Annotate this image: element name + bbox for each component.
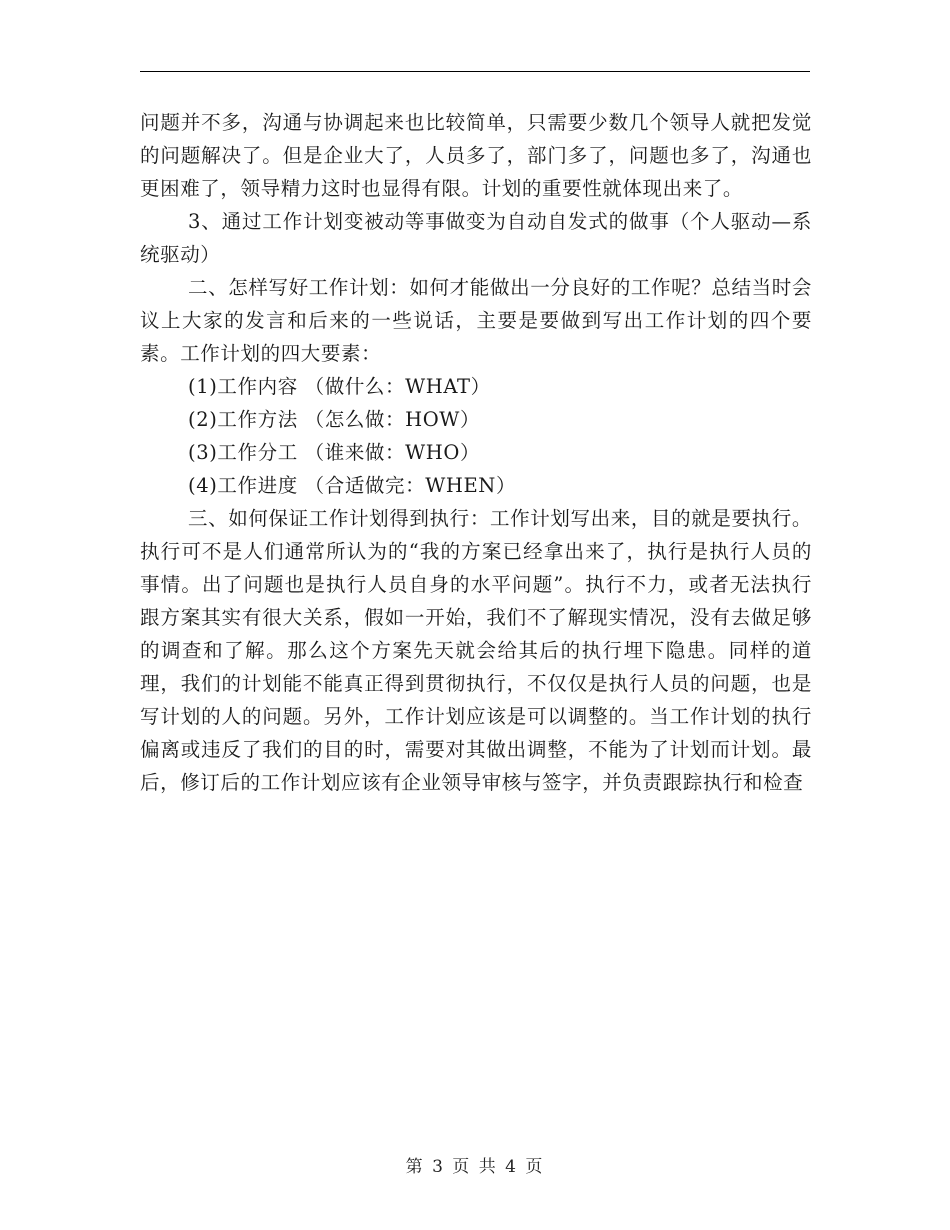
- list-item-method: (2)工作方法 （怎么做：HOW）: [188, 408, 481, 431]
- paragraph-continuation: 问题并不多，沟通与协调起来也比较简单，只需要少数几个领导人就把发觉的问题解决了。但是企业大了，人员多了，部门多了，问题也多了，沟通也更困难了，领导精力这时也显得有限。计划的重要性就体现出来了。: [140, 111, 812, 200]
- paragraph-section-2: 二、怎样写好工作计划：如何才能做出一分良好的工作呢？总结当时会议上大家的发言和后来的一些说话，主要是要做到写出工作计划的四个要素。工作计划的四大要素：: [140, 276, 812, 365]
- paragraph-point-3: 3、通过工作计划变被动等事做变为自动自发式的做事（个人驱动—系统驱动）: [140, 210, 812, 266]
- paragraph-section-3: 三、如何保证工作计划得到执行：工作计划写出来，目的就是要执行。执行可不是人们通常所认为的“我的方案已经拿出来了，执行是执行人员的事情。出了问题也是执行人员自身的水平问题”。执行不力，或者无法执行跟方案其实有很大关系，假如一开始，我们不了解现实情况，没有去做足够的调查和了解。那么这个方案先天就会给其后的执行埋下隐患。同样的道理，我们的计划能不能真正得到贯彻执行，不仅仅是执行人员的问题，也是写计划的人的问题。另外，工作计划应该是可以调整的。当工作计划的执行偏离或违反了我们的目的时，需要对其做出调整，不能为了计划而计划。最后，修订后的工作计划应该有企业领导审核与签字，并负责跟踪执行和检查: [140, 507, 812, 794]
- list-item-division: (3)工作分工 （谁来做：WHO）: [188, 441, 481, 464]
- list-item-schedule: (4)工作进度 （合适做完：WHEN）: [188, 474, 517, 497]
- list-item-content: (1)工作内容 （做什么：WHAT）: [188, 375, 491, 398]
- header-rule: [140, 71, 810, 72]
- document-body: [140, 106, 812, 799]
- page-number: 第 3 页 共 4 页: [405, 1157, 545, 1177]
